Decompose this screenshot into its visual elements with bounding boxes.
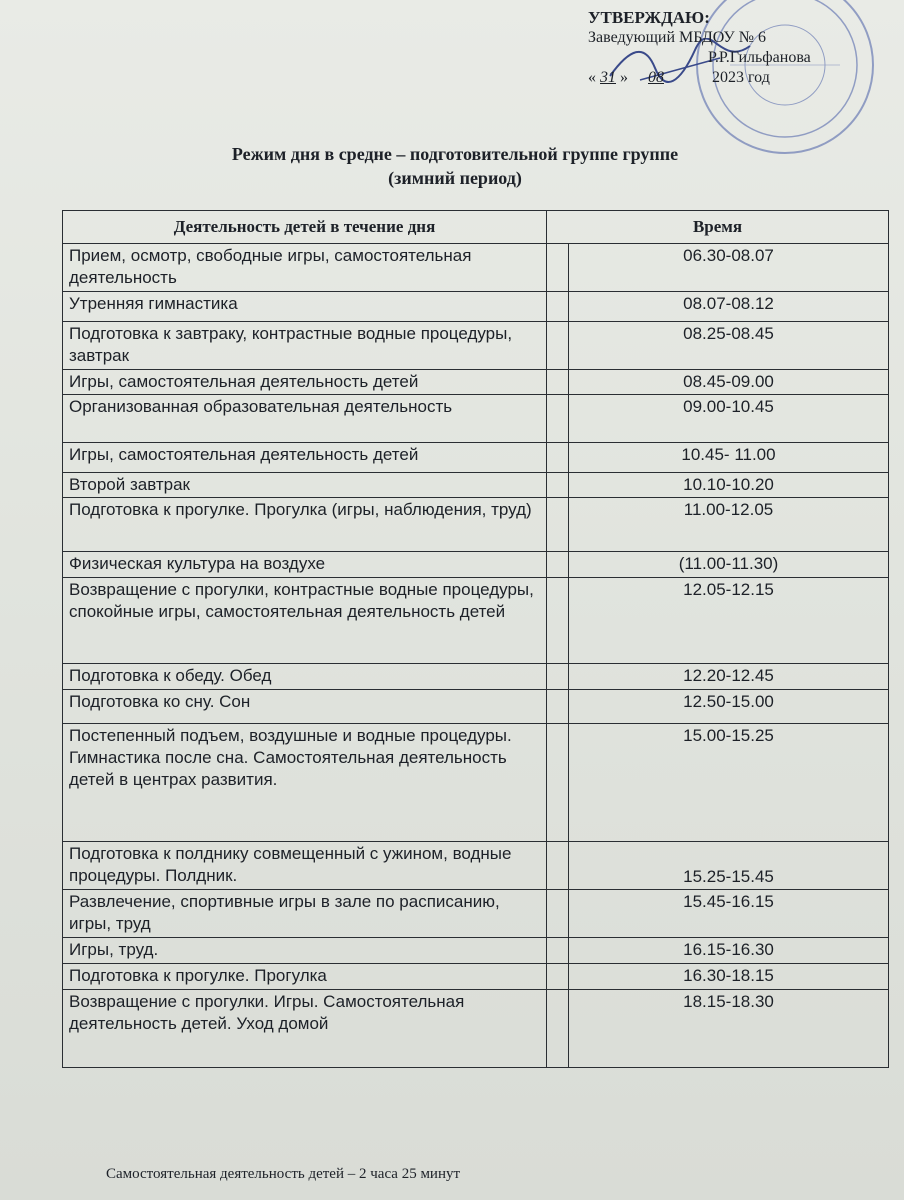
spacer-cell [547, 842, 569, 890]
time-cell: 10.10-10.20 [569, 473, 889, 498]
time-cell: 12.20-12.45 [569, 664, 889, 690]
activity-cell: Подготовка к обеду. Обед [63, 664, 547, 690]
spacer-cell [547, 395, 569, 443]
time-cell: 16.15-16.30 [569, 938, 889, 964]
table-row [63, 938, 889, 964]
table-row [63, 244, 889, 292]
schedule-table [62, 210, 889, 1068]
table-row [63, 395, 889, 443]
activity-cell: Подготовка к прогулке. Прогулка (игры, наблюдения, труд) [63, 498, 547, 552]
table-row [63, 498, 889, 552]
table-row [63, 443, 889, 473]
activity-cell: Подготовка ко сну. Сон [63, 690, 547, 724]
spacer-cell [547, 990, 569, 1068]
time-cell: 15.45-16.15 [569, 890, 889, 938]
time-cell: 15.25-15.45 [569, 842, 889, 890]
activity-cell: Подготовка к прогулке. Прогулка [63, 964, 547, 990]
spacer-cell [547, 370, 569, 395]
document-title [60, 142, 850, 190]
activity-cell: Постепенный подъем, воздушные и водные процедуры. Гимнастика после сна. Самостоятельная деятельность детей в центрах развития. [63, 724, 547, 842]
spacer-cell [547, 498, 569, 552]
spacer-cell [547, 724, 569, 842]
spacer-cell [547, 292, 569, 322]
table-row [63, 964, 889, 990]
activity-cell: Утренняя гимнастика [63, 292, 547, 322]
table-row [63, 990, 889, 1068]
table-row [63, 842, 889, 890]
approval-day: 31 [600, 69, 616, 86]
time-cell: 15.00-15.25 [569, 724, 889, 842]
time-cell: 08.25-08.45 [569, 322, 889, 370]
spacer-cell [547, 578, 569, 664]
table-row [63, 890, 889, 938]
spacer-cell [547, 690, 569, 724]
table-row [63, 552, 889, 578]
activity-cell: Подготовка к завтраку, контрастные водные процедуры, завтрак [63, 322, 547, 370]
footer-note [106, 1165, 706, 1184]
time-cell: 12.05-12.15 [569, 578, 889, 664]
title-line-2: (зимний период) [388, 168, 522, 188]
table-row [63, 690, 889, 724]
spacer-cell [547, 938, 569, 964]
time-cell: 11.00-12.05 [569, 498, 889, 552]
time-cell: 10.45- 11.00 [569, 443, 889, 473]
approval-signer: Р.Р.Гильфанова [708, 49, 811, 66]
time-cell: (11.00-11.30) [569, 552, 889, 578]
activity-cell: Игры, труд. [63, 938, 547, 964]
table-row [63, 724, 889, 842]
time-cell: 16.30-18.15 [569, 964, 889, 990]
approval-position: Заведующий МБДОУ № 6 [588, 29, 766, 46]
activity-cell: Возвращение с прогулки, контрастные водные процедуры, спокойные игры, самостоятельная деятельность детей [63, 578, 547, 664]
activity-cell: Прием, осмотр, свободные игры, самостоятельная деятельность [63, 244, 547, 292]
activity-cell: Второй завтрак [63, 473, 547, 498]
activity-cell: Физическая культура на воздухе [63, 552, 547, 578]
spacer-cell [547, 473, 569, 498]
table-row [63, 370, 889, 395]
activity-cell: Игры, самостоятельная деятельность детей [63, 443, 547, 473]
activity-cell: Развлечение, спортивные игры в зале по расписанию, игры, труд [63, 890, 547, 938]
approval-block [588, 8, 888, 88]
approval-year: 2023 год [712, 69, 770, 86]
time-cell: 09.00-10.45 [569, 395, 889, 443]
activity-cell: Подготовка к полднику совмещенный с ужином, водные процедуры. Полдник. [63, 842, 547, 890]
time-cell: 12.50-15.00 [569, 690, 889, 724]
activity-cell: Игры, самостоятельная деятельность детей [63, 370, 547, 395]
approval-month: 08 [648, 69, 664, 86]
spacer-cell [547, 443, 569, 473]
table-header-row [63, 211, 889, 244]
title-line-1: Режим дня в средне – подготовительной группе группе [231, 144, 679, 164]
spacer-cell [547, 322, 569, 370]
approval-date: « 31 » 08 2023 год [588, 69, 770, 86]
spacer-cell [547, 552, 569, 578]
header-time: Время [547, 211, 889, 244]
spacer-cell [547, 244, 569, 292]
table-row [63, 322, 889, 370]
time-cell: 08.45-09.00 [569, 370, 889, 395]
table-row [63, 292, 889, 322]
time-cell: 08.07-08.12 [569, 292, 889, 322]
table-row [63, 664, 889, 690]
approval-title: УТВЕРЖДАЮ: [588, 8, 710, 27]
time-cell: 06.30-08.07 [569, 244, 889, 292]
spacer-cell [547, 664, 569, 690]
spacer-cell [547, 964, 569, 990]
footer-line-1: Самостоятельная деятельность детей – 2 часа 25 минут [106, 1166, 461, 1182]
activity-cell: Организованная образовательная деятельность [63, 395, 547, 443]
header-activity: Деятельность детей в течение дня [63, 211, 547, 244]
table-row [63, 578, 889, 664]
time-cell: 18.15-18.30 [569, 990, 889, 1068]
spacer-cell [547, 890, 569, 938]
table-row [63, 473, 889, 498]
activity-cell: Возвращение с прогулки. Игры. Самостоятельная деятельность детей. Уход домой [63, 990, 547, 1068]
